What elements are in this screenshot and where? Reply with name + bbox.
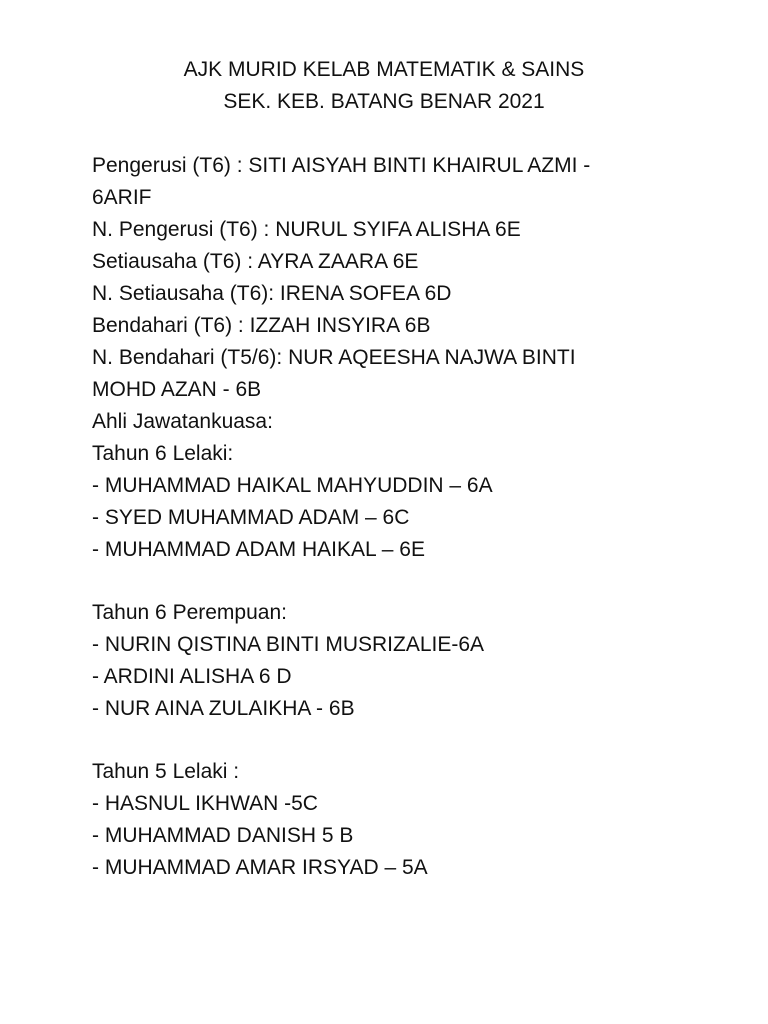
title-line-1: AJK MURID KELAB MATEMATIK & SAINS [183,58,585,81]
officer-line-vice-chairperson: N. Pengerusi (T6) : NURUL SYIFA ALISHA 6E [92,218,521,241]
paragraph-gap [92,566,692,597]
list-item: - NUR AINA ZULAIKHA - 6B [92,697,355,720]
officer-line-secretary: Setiausaha (T6) : AYRA ZAARA 6E [92,250,419,273]
list-item: - MUHAMMAD ADAM HAIKAL – 6E [92,538,425,561]
list-item: - MUHAMMAD DANISH 5 B [92,824,354,847]
officer-list [92,150,692,438]
officer-line-vice-treasurer-cont: MOHD AZAN - 6B [92,378,262,401]
officer-line-vice-secretary: N. Setiausaha (T6): IRENA SOFEA 6D [92,282,452,305]
document-title [0,54,768,118]
list-item: - MUHAMMAD HAIKAL MAHYUDDIN – 6A [92,474,493,497]
officer-line-vice-treasurer: N. Bendahari (T5/6): NUR AQEESHA NAJWA BINTI [92,346,576,369]
group-heading: Tahun 6 Perempuan: [92,601,287,624]
list-item: - HASNUL IKHWAN -5C [92,792,318,815]
committee-heading: Ahli Jawatankuasa: [92,410,273,433]
group-heading: Tahun 6 Lelaki: [92,442,234,465]
officer-line-chairperson: Pengerusi (T6) : SITI AISYAH BINTI KHAIRUL AZMI - [92,154,591,177]
group-year6-boys [92,438,692,566]
title-line-2: SEK. KEB. BATANG BENAR 2021 [223,90,545,113]
officer-line-chairperson-class: 6ARIF [92,186,152,209]
group-year6-girls [92,597,692,725]
list-item: - ARDINI ALISHA 6 D [92,665,292,688]
officer-line-treasurer: Bendahari (T6) : IZZAH INSYIRA 6B [92,314,431,337]
group-year5-boys [92,756,692,884]
list-item: - SYED MUHAMMAD ADAM – 6C [92,506,410,529]
paragraph-gap [92,725,692,756]
list-item: - NURIN QISTINA BINTI MUSRIZALIE-6A [92,633,485,656]
group-heading: Tahun 5 Lelaki : [92,760,240,783]
document-body [92,150,692,884]
list-item: - MUHAMMAD AMAR IRSYAD – 5A [92,856,428,879]
